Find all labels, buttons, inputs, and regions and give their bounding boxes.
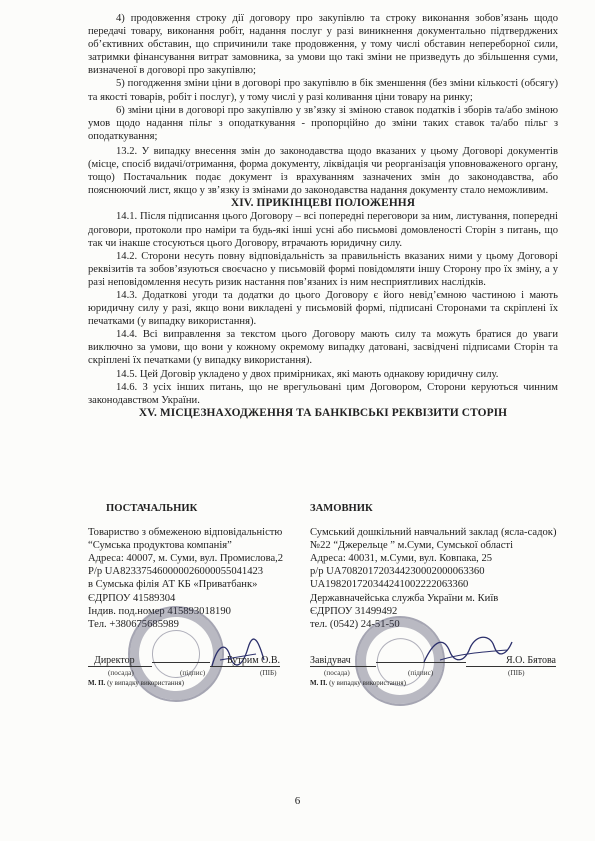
clause-13-1-5: 5) погодження зміни ціни в договорі про закупівлю в бік зменшення (без зміни кількості (обсягу) та якості товарів, робіт і послуг), у тому числі у разі коливання ціни товару на ринку; — [88, 78, 558, 103]
customer-line: UA198201720344241002222063360 — [310, 579, 469, 591]
customer-mp-label: М. П. — [310, 679, 328, 687]
customer-line: Державначейська служба України м. Київ — [310, 592, 499, 604]
customer-column — [310, 502, 560, 631]
supplier-line: Р/р UA823375460000026000055041423 — [88, 566, 264, 578]
supplier-signature-caption: (підпис) — [180, 669, 206, 677]
clause-14-2: 14.2. Сторони несуть повну відповідальність за правильність вказаних ними у цьому Договорі реквізитів та зобов’язуються своєчасно у письмовій формі повідомляти іншу Сторону про їх зміну, а у разі неповідомлення несуть ризик настання пов’язаних із ним несприятливих наслідків. — [88, 250, 558, 288]
customer-line: ЄДРПОУ 31499492 — [310, 605, 398, 617]
customer-role: Завідувач — [310, 655, 376, 667]
customer-mp-note: (у випадку використання) — [329, 679, 406, 687]
customer-signature-caption: (підпис) — [408, 669, 434, 677]
supplier-position-caption: (посада) — [108, 669, 134, 677]
customer-line: тел. (0542) 24-51-50 — [310, 618, 400, 630]
supplier-line: в Сумська філія АТ КБ «Приватбанк» — [88, 579, 258, 591]
supplier-line: Тел. +380675685989 — [88, 618, 179, 630]
clause-13-1-6: 6) зміни ціни в договорі про закупівлю у зв’язку зі зміною ставок податків і зборів та/або зміною умов щодо надання пільг з оподаткування - пропорційно до зміни таких ставок та/або пільг з оподаткування; — [88, 104, 558, 142]
customer-position-caption: (посада) — [324, 669, 350, 677]
clause-13-2: 13.2. У випадку внесення змін до законодавства щодо вказаних у цьому Договорі документів (місце, спосіб видачі/отримання, форма документу, ліквідація чи реорганізація уповноваженого органу, тощо) Постачальник подає документ із врахуванням зазначених змін до законодавства, або пояснюючий лист, якщо у зв’язку із змінами до законодавства надання документу стало неможливим. — [88, 145, 558, 197]
customer-name-caption: (ПІБ) — [508, 669, 525, 677]
customer-name: Я.О. Бятова — [466, 655, 556, 667]
supplier-line: Індив. под.номер 415893018190 — [88, 605, 231, 617]
supplier-sign-row — [88, 655, 280, 667]
clause-14-1: 14.1. Після підписання цього Договору – всі попередні переговори за ним, листування, попередні договори, протоколи про наміри та будь-які інші усні або письмові домовленості Сторін з питань, що так чи інакше стосуються цього Договору, втрачають юридичну силу. — [88, 211, 558, 249]
contract-body — [88, 12, 558, 420]
supplier-title: ПОСТАЧАЛЬНИК — [106, 503, 198, 514]
supplier-role: Директор — [88, 655, 152, 667]
section-15-heading: XV. МІСЦЕЗНАХОДЖЕННЯ ТА БАНКІВСЬКІ РЕКВІЗИТИ СТОРІН — [138, 406, 508, 419]
supplier-line: Адреса: 40007, м. Суми, вул. Промислова,2 — [88, 553, 284, 565]
customer-line: Адреса: 40031, м.Суми, вул. Ковпака, 25 — [310, 553, 493, 565]
supplier-line: Товариство з обмеженою відповідальністю — [88, 527, 283, 539]
section-14-heading: XIV. ПРИКІНЦЕВІ ПОЛОЖЕННЯ — [230, 197, 416, 210]
customer-sign-row — [310, 655, 556, 667]
clause-14-5: 14.5. Цей Договір укладено у двох примірниках, які мають однакову юридичну силу. — [116, 368, 499, 380]
clause-14-4: 14.4. Всі виправлення за текстом цього Договору мають силу та можуть братися до уваги виключно за умови, що вони у кожному окремому випадку датовані, засвідчені підписами Сторін та скріплені їх печатками (у випадку використання). — [88, 329, 558, 367]
supplier-line: “Сумська продуктова компанія” — [88, 540, 232, 552]
clause-13-1-4: 4) продовження строку дії договору про закупівлю та строку виконання зобов’язань щодо передачі товару, виконання робіт, надання послуг у разі виникнення документально підтверджених об’єктивних обставин, що спричинили таке продовження, у тому числі обставин непереборної сили, затримки фінансування витрат замовника, за умови що такі зміни не призведуть до збільшення суми, визначеної в договорі про закупівлю; — [88, 13, 558, 77]
customer-mp — [310, 679, 406, 687]
supplier-mp-note: (у випадку використання) — [107, 679, 184, 687]
clause-14-3: 14.3. Додаткові угоди та додатки до цього Договору є його невід’ємною частиною і мають юридичну силу у разі, якщо вони викладені у письмовій формі, підписані Сторонами та скріплені їх печатками (у випадку використання). — [88, 289, 558, 328]
supplier-mp — [88, 679, 184, 687]
supplier-name: Бутрим О.В. — [210, 655, 280, 667]
clause-14-6: 14.6. З усіх інших питань, що не врегульовані цим Договором, Сторони керуються чинним законодавством України. — [88, 381, 558, 406]
page-number: 6 — [294, 795, 301, 807]
supplier-line: ЄДРПОУ 41589304 — [88, 592, 176, 604]
customer-line: р/р UA708201720344230002000063360 — [310, 566, 485, 578]
customer-title: ЗАМОВНИК — [310, 503, 373, 514]
supplier-mp-label: М. П. — [88, 679, 106, 687]
customer-line: Сумський дошкільний навчальний заклад (ясла-садок) №22 “Джерельце ” м.Суми, Сумської області — [310, 527, 557, 552]
supplier-name-caption: (ПІБ) — [260, 669, 277, 677]
